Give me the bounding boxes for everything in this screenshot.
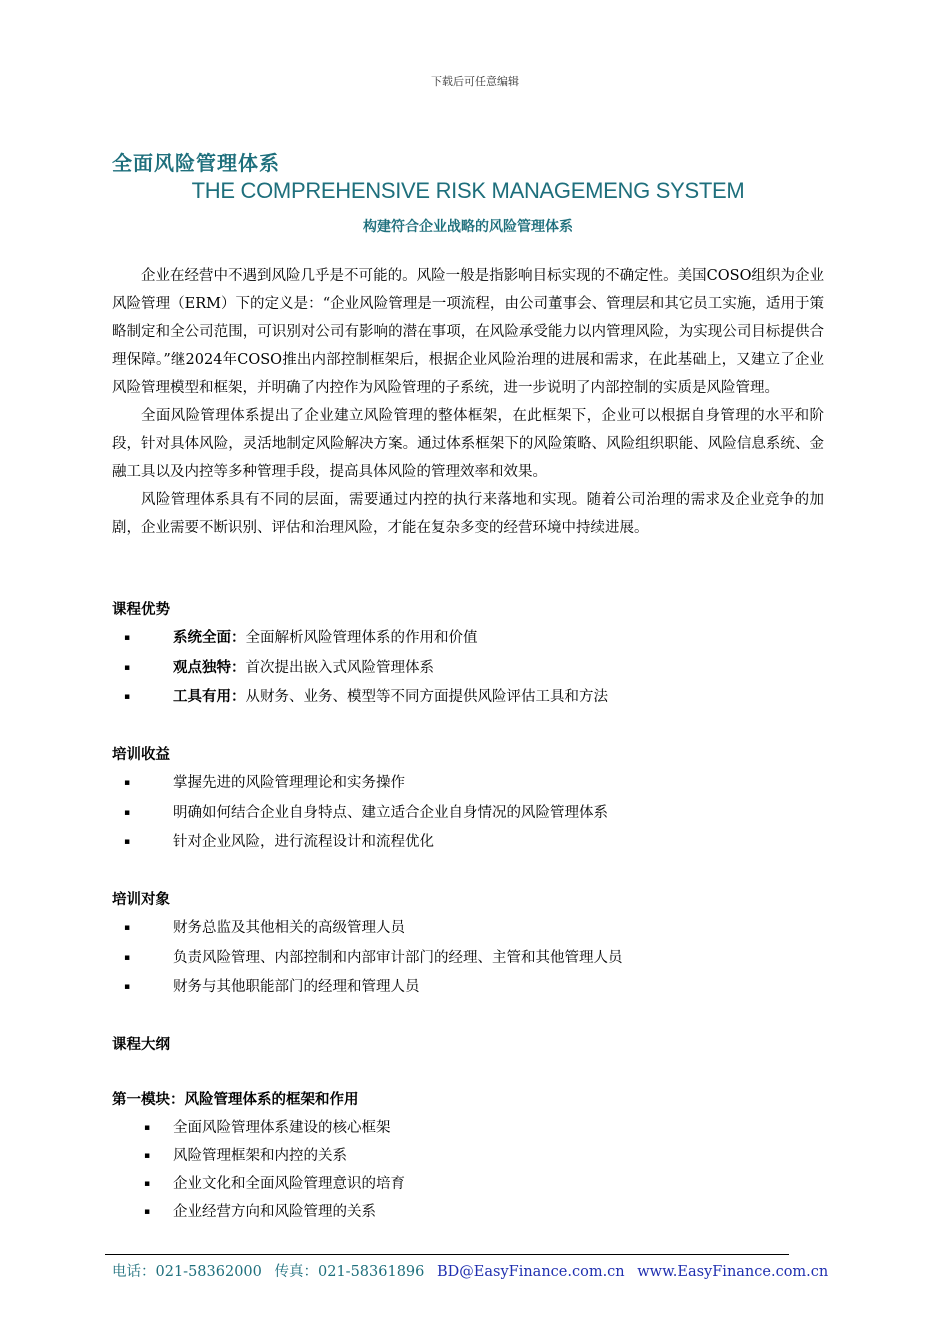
intro-paragraph: 全面风险管理体系提出了企业建立风险管理的整体框架，在此框架下，企业可以根据自身管理的水平和阶段，针对具体风险，灵活地制定风险解决方案。通过体系框架下的风险策略、风险组织职能、风险信息系统、金融工具以及内控等多种管理手段，提高具体风险的管理效率和效果。 (112, 408, 824, 480)
square-bullet-icon: ▪ (124, 982, 131, 992)
intro-paragraph: 风险管理体系具有不同的层面，需要通过内控的执行来落地和实现。随着公司治理的需求及企业竞争的加剧，企业需要不断识别、评估和治理风险，才能在复杂多变的经营环境中持续进展。 (112, 492, 824, 536)
audience-list (112, 914, 832, 1003)
module-1-list (112, 1114, 832, 1226)
item-text: 财务总监及其他相关的高级管理人员 (173, 920, 405, 936)
item-text: 企业文化和全面风险管理意识的培育 (173, 1176, 405, 1192)
item-text: 企业经营方向和风险管理的关系 (173, 1204, 376, 1220)
section-heading: 课程优势 (112, 602, 170, 618)
section-advantages (112, 596, 832, 713)
item-label: 系统全面： (173, 630, 246, 646)
list-item (112, 1142, 832, 1170)
item-text: 风险管理框架和内控的关系 (173, 1148, 347, 1164)
square-bullet-icon: ▪ (124, 837, 131, 847)
square-bullet-icon: ▪ (144, 1207, 151, 1217)
list-item (112, 973, 832, 1003)
intro-text (112, 262, 824, 542)
footer-email-link[interactable]: BD@EasyFinance.com.cn (437, 1264, 625, 1280)
footer-divider (105, 1254, 789, 1255)
square-bullet-icon: ▪ (124, 633, 131, 643)
square-bullet-icon: ▪ (124, 692, 131, 702)
square-bullet-icon: ▪ (144, 1123, 151, 1133)
section-outline (112, 1031, 832, 1059)
list-item (112, 1198, 832, 1226)
list-item (112, 1170, 832, 1198)
footer (112, 1260, 836, 1281)
item-text: 负责风险管理、内部控制和内部审计部门的经理、主管和其他管理人员 (173, 949, 623, 966)
footer-phone: 电话：021-58362000 (112, 1264, 262, 1280)
square-bullet-icon: ▪ (124, 778, 131, 788)
intro-paragraph: 企业在经营中不遇到风险几乎是不可能的。风险一般是指影响目标实现的不确定性。美国COSO组织为企业风险管理（ERM）下的定义是：“企业风险管理是一项流程，由公司董事会、管理层和其它员工实施，适用于策略制定和全公司范围，可识别对公司有影响的潜在事项，在风险承受能力以内管理风险，为实现公司目标提供合理保障。”继2024年COSO推出内部控制框架后，根据企业风险治理的进展和需求，在此基础上，又建立了企业风险管理模型和框架，并明确了内控作为风险管理的子系统，进一步说明了内部控制的实质是风险管理。 (112, 268, 824, 396)
square-bullet-icon: ▪ (144, 1151, 151, 1161)
module-heading: 第一模块：风险管理体系的框架和作用 (112, 1092, 359, 1108)
item-text: 首次提出嵌入式风险管理体系 (245, 659, 434, 676)
item-text: 全面解析风险管理体系的作用和价值 (245, 630, 478, 646)
square-bullet-icon: ▪ (124, 662, 131, 673)
item-text: 从财务、业务、模型等不同方面提供风险评估工具和方法 (245, 689, 608, 705)
advantages-list (112, 624, 832, 713)
list-item (112, 683, 832, 713)
section-audience (112, 886, 832, 1003)
square-bullet-icon: ▪ (124, 923, 131, 933)
benefits-list (112, 769, 832, 858)
list-item (112, 1114, 832, 1142)
item-text: 掌握先进的风险管理理论和实务操作 (173, 775, 405, 791)
header-note: 下载后可任意编辑 (431, 75, 519, 88)
page-title-en: THE COMPREHENSIVE RISK MANAGEMENG SYSTEM (191, 178, 745, 203)
list-item (112, 654, 832, 684)
item-text: 明确如何结合企业自身特点、建立适合企业自身情况的风险管理体系 (173, 804, 608, 821)
square-bullet-icon: ▪ (124, 952, 131, 963)
list-item (112, 799, 832, 829)
section-heading: 培训对象 (112, 892, 170, 908)
square-bullet-icon: ▪ (144, 1179, 151, 1189)
item-text: 全面风险管理体系建设的核心框架 (173, 1120, 391, 1136)
square-bullet-icon: ▪ (124, 807, 131, 818)
section-heading: 培训收益 (112, 747, 170, 763)
list-item (112, 914, 832, 944)
item-text: 财务与其他职能部门的经理和管理人员 (173, 979, 420, 995)
section-benefits (112, 741, 832, 858)
footer-fax: 传真：021-58361896 (274, 1264, 425, 1280)
section-module-1 (112, 1086, 832, 1226)
item-label: 观点独特： (173, 659, 246, 676)
list-item (112, 624, 832, 654)
list-item (112, 828, 832, 858)
section-heading: 课程大纲 (112, 1037, 170, 1053)
item-label: 工具有用： (173, 689, 246, 705)
item-text: 针对企业风险，进行流程设计和流程优化 (173, 834, 434, 850)
list-item (112, 944, 832, 974)
page-subtitle: 构建符合企业战略的风险管理体系 (363, 219, 573, 235)
footer-website-link[interactable]: www.EasyFinance.com.cn (637, 1264, 829, 1280)
page-title-cn: 全面风险管理体系 (112, 151, 280, 175)
list-item (112, 769, 832, 799)
